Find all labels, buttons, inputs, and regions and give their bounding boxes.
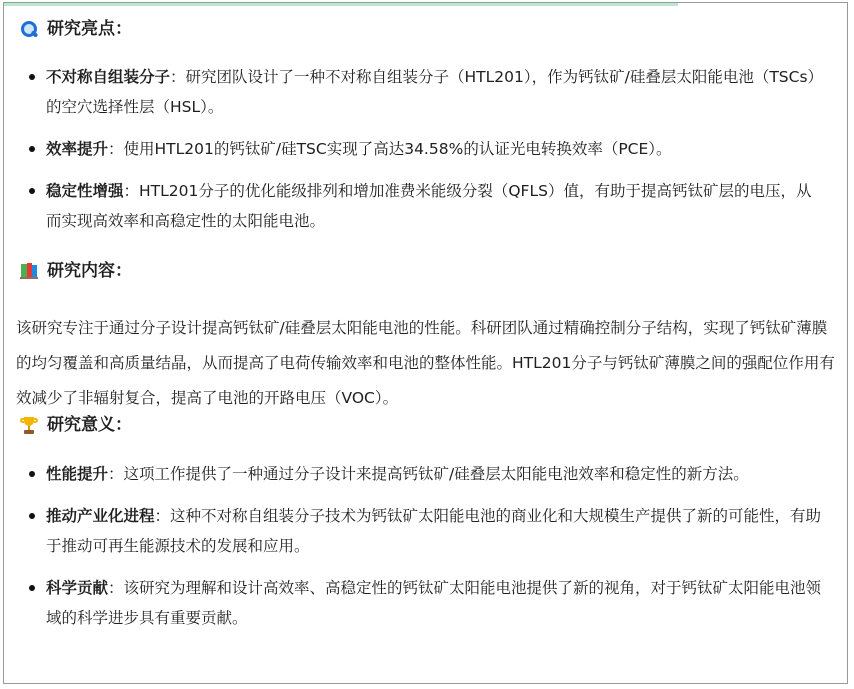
item-text: ：这项工作提供了一种通过分子设计来提高钙钛矿/硅叠层太阳能电池效率和稳定性的新方法。 [108,465,749,483]
list-item [26,176,826,236]
highlights-heading [20,17,132,41]
item-term: 效率提升 [46,140,109,158]
item-term: 性能提升 [46,465,109,483]
books-icon [20,262,38,280]
list-item [26,573,826,633]
content-paragraph: 该研究专注于通过分子设计提高钙钛矿/硅叠层太阳能电池的性能。科研团队通过精确控制分子结构，实现了钙钛矿薄膜的均匀覆盖和高质量结晶，从而提高了电荷传输效率和电池的整体性能。HTL201分子与钙钛矿薄膜之间的强配位作用有效减少了非辐射复合，提高了电池的开路电压（VOC）。 [16,319,835,407]
significance-title: 研究意义： [47,415,132,435]
list-item [26,62,826,122]
item-text: ：这种不对称自组装分子技术为钙钛矿太阳能电池的商业化和大规模生产提供了新的可能性，有助于推动可再生能源技术的发展和应用。 [46,507,822,555]
significance-heading [20,413,132,437]
top-accent-bar [4,3,678,6]
content-heading [20,259,132,283]
content-title: 研究内容： [47,261,132,281]
document-panel [3,2,848,684]
item-text: ：HTL201分子的优化能级排列和增加准费米能级分裂（QFLS）值，有助于提高钙钛矿层的电压，从而实现高效率和高稳定性的太阳能电池。 [46,182,812,230]
magnifier-icon [20,20,38,38]
highlights-title: 研究亮点： [47,19,132,39]
item-term: 推动产业化进程 [46,507,155,525]
item-text: ：使用HTL201的钙钛矿/硅TSC实现了高达34.58%的认证光电转换效率（PCE）。 [108,140,672,158]
item-term: 科学贡献 [46,579,109,597]
significance-list [26,459,826,645]
item-term: 不对称自组装分子 [46,68,171,86]
list-item [26,459,826,489]
list-item [26,134,826,164]
item-text: ：该研究为理解和设计高效率、高稳定性的钙钛矿太阳能电池提供了新的视角，对于钙钛矿太阳能电池领域的科学进步具有重要贡献。 [46,579,822,627]
trophy-icon [20,416,38,434]
highlights-list [26,62,826,248]
list-item [26,501,826,561]
item-term: 稳定性增强 [46,182,124,200]
item-text: ：研究团队设计了一种不对称自组装分子（HTL201），作为钙钛矿/硅叠层太阳能电池（TSCs）的空穴选择性层（HSL）。 [46,68,824,116]
